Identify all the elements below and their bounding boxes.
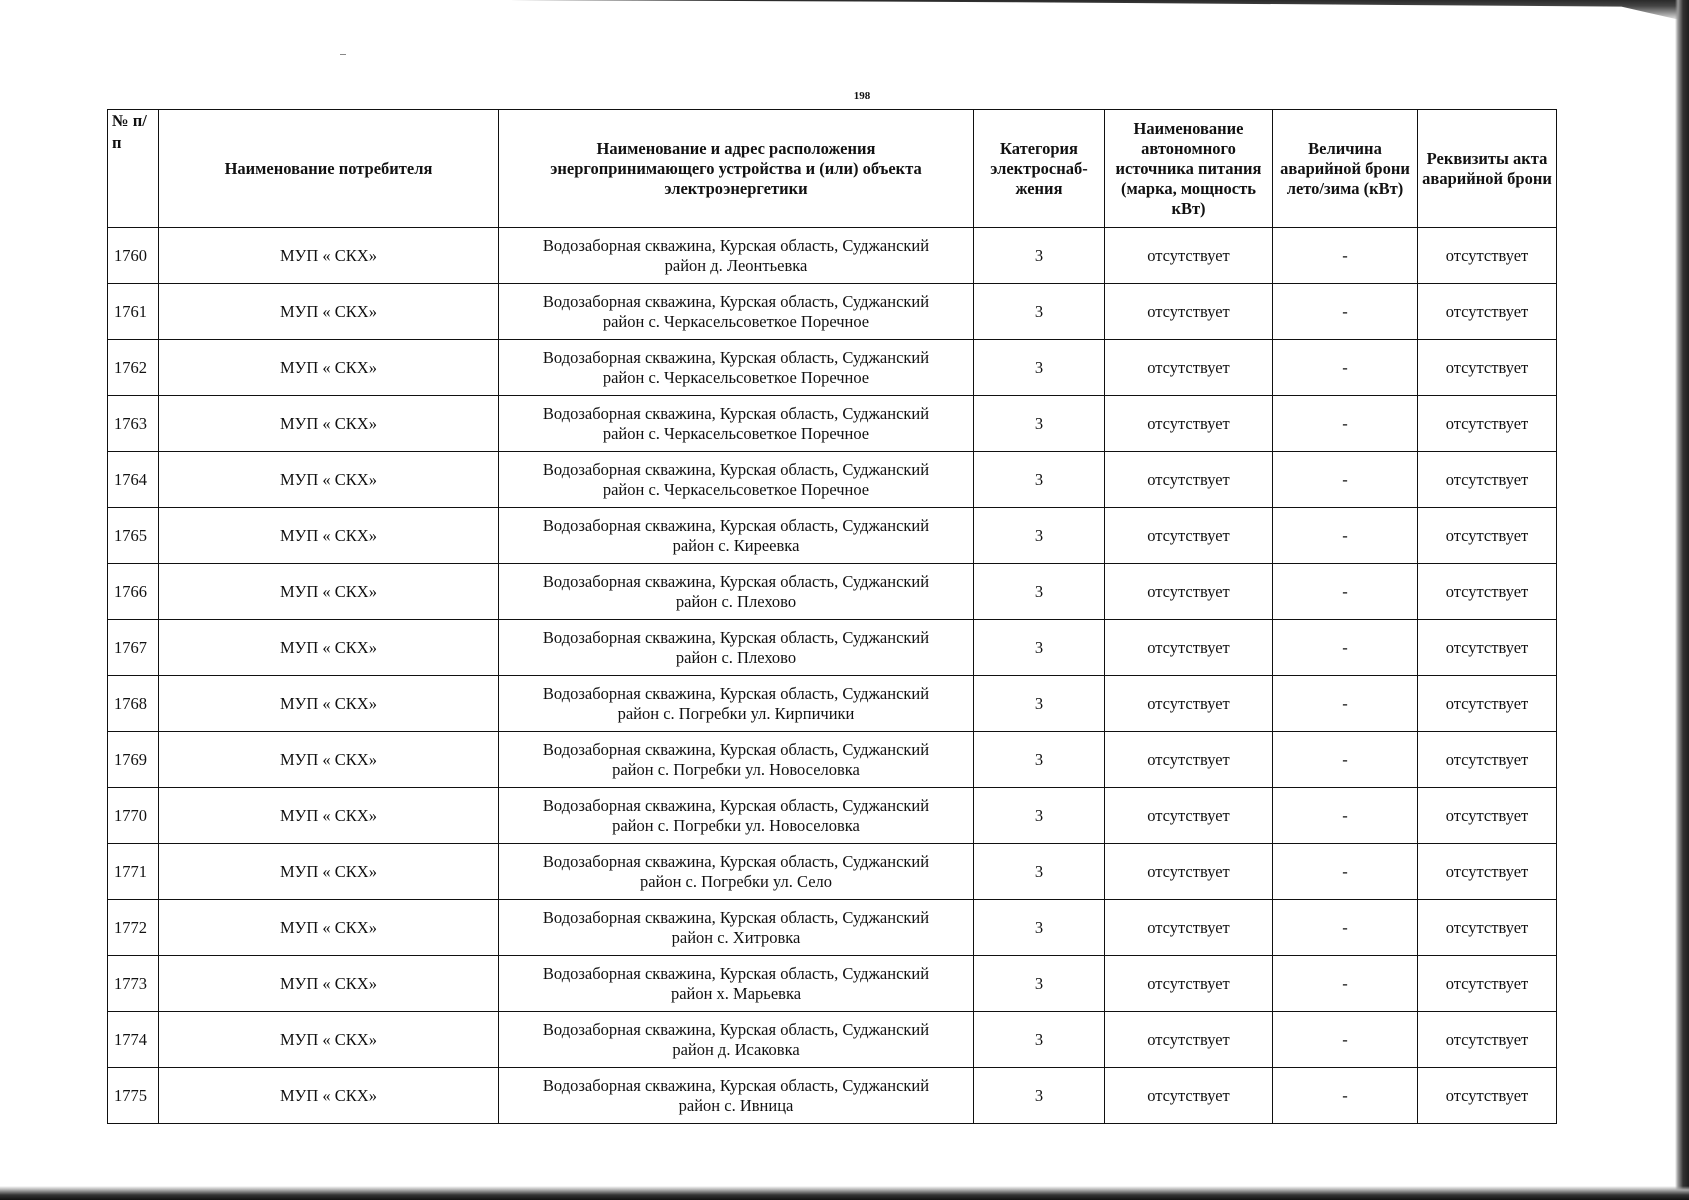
- cell-source: отсутствует: [1105, 844, 1273, 900]
- scan-edge-right: [1675, 0, 1689, 1200]
- address-line-1: Водозаборная скважина, Курская область, Суджанский: [542, 1075, 930, 1095]
- cell-reserve: -: [1273, 1012, 1418, 1068]
- cell-category: 3: [974, 508, 1105, 564]
- scan-edge-top: [0, 0, 1689, 22]
- scan-speck: [340, 54, 346, 55]
- cell-address: [499, 508, 974, 564]
- cell-reserve: -: [1273, 284, 1418, 340]
- address-line-2: район с. Погребки ул. Новоселовка: [612, 759, 860, 779]
- address-line-2: район с. Черкасельсоветкое Поречное: [602, 311, 870, 331]
- address-line-1: Водозаборная скважина, Курская область, Суджанский: [542, 347, 930, 367]
- cell-act: отсутствует: [1418, 284, 1557, 340]
- address-line-1: Водозаборная скважина, Курская область, Суджанский: [542, 795, 930, 815]
- table-row: [108, 284, 1557, 340]
- cell-num: 1769: [108, 732, 159, 788]
- cell-act: отсутствует: [1418, 676, 1557, 732]
- cell-category: 3: [974, 396, 1105, 452]
- header-reserve: Величина аварийной брони лето/зима (кВт): [1273, 110, 1418, 228]
- header-source: Наименование автономного источника питания (марка, мощность кВт): [1105, 110, 1273, 228]
- cell-source: отсутствует: [1105, 452, 1273, 508]
- cell-category: 3: [974, 284, 1105, 340]
- cell-source: отсутствует: [1105, 1012, 1273, 1068]
- cell-reserve: -: [1273, 956, 1418, 1012]
- cell-category: 3: [974, 676, 1105, 732]
- cell-source: отсутствует: [1105, 900, 1273, 956]
- address-line-2: район с. Черкасельсоветкое Поречное: [602, 367, 870, 387]
- cell-category: 3: [974, 1012, 1105, 1068]
- cell-address: [499, 340, 974, 396]
- table-row: [108, 452, 1557, 508]
- cell-num: 1774: [108, 1012, 159, 1068]
- cell-reserve: -: [1273, 732, 1418, 788]
- cell-consumer: МУП « СКХ»: [159, 564, 499, 620]
- cell-reserve: -: [1273, 620, 1418, 676]
- cell-num: 1762: [108, 340, 159, 396]
- address-line-2: район с. Хитровка: [671, 927, 801, 947]
- header-act: Реквизиты акта аварийной брони: [1418, 110, 1557, 228]
- address-line-1: Водозаборная скважина, Курская область, Суджанский: [542, 291, 930, 311]
- table-row: [108, 620, 1557, 676]
- cell-category: 3: [974, 340, 1105, 396]
- cell-num: 1773: [108, 956, 159, 1012]
- cell-category: 3: [974, 1068, 1105, 1124]
- cell-num: 1772: [108, 900, 159, 956]
- page-number: 198: [853, 90, 871, 102]
- address-line-2: район с. Черкасельсоветкое Поречное: [602, 479, 870, 499]
- cell-address: [499, 788, 974, 844]
- cell-consumer: МУП « СКХ»: [159, 732, 499, 788]
- address-line-1: Водозаборная скважина, Курская область, Суджанский: [542, 235, 930, 255]
- cell-address: [499, 956, 974, 1012]
- cell-address: [499, 1068, 974, 1124]
- cell-source: отсутствует: [1105, 620, 1273, 676]
- header-consumer: Наименование потребителя: [159, 110, 499, 228]
- cell-category: 3: [974, 452, 1105, 508]
- cell-num: 1775: [108, 1068, 159, 1124]
- header-address: Наименование и адрес расположения энергопринимающего устройства и (или) объекта электроэнергетики: [499, 110, 974, 228]
- cell-address: [499, 452, 974, 508]
- cell-act: отсутствует: [1418, 620, 1557, 676]
- cell-num: 1764: [108, 452, 159, 508]
- cell-consumer: МУП « СКХ»: [159, 1068, 499, 1124]
- address-line-2: район с. Киреевка: [672, 535, 800, 555]
- cell-category: 3: [974, 564, 1105, 620]
- table-row: [108, 732, 1557, 788]
- header-num: № п/п: [108, 110, 159, 228]
- cell-source: отсутствует: [1105, 340, 1273, 396]
- cell-reserve: -: [1273, 508, 1418, 564]
- cell-reserve: -: [1273, 228, 1418, 284]
- cell-act: отсутствует: [1418, 956, 1557, 1012]
- cell-source: отсутствует: [1105, 1068, 1273, 1124]
- cell-consumer: МУП « СКХ»: [159, 900, 499, 956]
- cell-category: 3: [974, 788, 1105, 844]
- cell-num: 1761: [108, 284, 159, 340]
- address-line-2: район с. Черкасельсоветкое Поречное: [602, 423, 870, 443]
- cell-consumer: МУП « СКХ»: [159, 788, 499, 844]
- table-row: [108, 508, 1557, 564]
- cell-act: отсутствует: [1418, 340, 1557, 396]
- cell-address: [499, 396, 974, 452]
- cell-consumer: МУП « СКХ»: [159, 452, 499, 508]
- cell-num: 1763: [108, 396, 159, 452]
- cell-num: 1766: [108, 564, 159, 620]
- cell-consumer: МУП « СКХ»: [159, 676, 499, 732]
- cell-address: [499, 844, 974, 900]
- cell-act: отсутствует: [1418, 564, 1557, 620]
- cell-consumer: МУП « СКХ»: [159, 340, 499, 396]
- cell-consumer: МУП « СКХ»: [159, 508, 499, 564]
- address-line-2: район с. Плехово: [675, 591, 797, 611]
- scan-edge-bottom: [0, 1186, 1689, 1200]
- cell-act: отсутствует: [1418, 788, 1557, 844]
- table-row: [108, 676, 1557, 732]
- table-row: [108, 1068, 1557, 1124]
- cell-act: отсутствует: [1418, 900, 1557, 956]
- table-row: [108, 340, 1557, 396]
- cell-address: [499, 900, 974, 956]
- cell-source: отсутствует: [1105, 508, 1273, 564]
- table-row: [108, 900, 1557, 956]
- cell-source: отсутствует: [1105, 956, 1273, 1012]
- cell-source: отсутствует: [1105, 676, 1273, 732]
- address-line-1: Водозаборная скважина, Курская область, Суджанский: [542, 739, 930, 759]
- table-row: [108, 788, 1557, 844]
- power-consumers-table: [107, 109, 1557, 1124]
- cell-consumer: МУП « СКХ»: [159, 1012, 499, 1068]
- cell-act: отсутствует: [1418, 844, 1557, 900]
- address-line-1: Водозаборная скважина, Курская область, Суджанский: [542, 963, 930, 983]
- table-row: [108, 956, 1557, 1012]
- cell-act: отсутствует: [1418, 1068, 1557, 1124]
- cell-num: 1765: [108, 508, 159, 564]
- cell-source: отсутствует: [1105, 564, 1273, 620]
- address-line-1: Водозаборная скважина, Курская область, Суджанский: [542, 851, 930, 871]
- cell-address: [499, 228, 974, 284]
- address-line-1: Водозаборная скважина, Курская область, Суджанский: [542, 403, 930, 423]
- cell-address: [499, 620, 974, 676]
- address-line-2: район с. Погребки ул. Село: [639, 871, 833, 891]
- cell-address: [499, 676, 974, 732]
- cell-category: 3: [974, 900, 1105, 956]
- header-category: Категория электроснаб-жения: [974, 110, 1105, 228]
- address-line-2: район с. Погребки ул. Кирпичики: [617, 703, 855, 723]
- address-line-2: район с. Плехово: [675, 647, 797, 667]
- address-line-1: Водозаборная скважина, Курская область, Суджанский: [542, 459, 930, 479]
- cell-address: [499, 732, 974, 788]
- cell-num: 1771: [108, 844, 159, 900]
- address-line-2: район д. Исаковка: [672, 1039, 800, 1059]
- cell-source: отсутствует: [1105, 732, 1273, 788]
- cell-address: [499, 564, 974, 620]
- table-row: [108, 396, 1557, 452]
- address-line-1: Водозаборная скважина, Курская область, Суджанский: [542, 907, 930, 927]
- cell-reserve: -: [1273, 340, 1418, 396]
- cell-address: [499, 284, 974, 340]
- address-line-1: Водозаборная скважина, Курская область, Суджанский: [542, 1019, 930, 1039]
- cell-act: отсутствует: [1418, 228, 1557, 284]
- cell-address: [499, 1012, 974, 1068]
- cell-reserve: -: [1273, 452, 1418, 508]
- cell-act: отсутствует: [1418, 508, 1557, 564]
- cell-reserve: -: [1273, 564, 1418, 620]
- cell-category: 3: [974, 620, 1105, 676]
- table-header-row: [108, 110, 1557, 228]
- cell-num: 1760: [108, 228, 159, 284]
- cell-num: 1767: [108, 620, 159, 676]
- address-line-2: район х. Марьевка: [670, 983, 802, 1003]
- table-row: [108, 564, 1557, 620]
- cell-consumer: МУП « СКХ»: [159, 956, 499, 1012]
- cell-act: отсутствует: [1418, 1012, 1557, 1068]
- table-row: [108, 844, 1557, 900]
- cell-category: 3: [974, 956, 1105, 1012]
- cell-category: 3: [974, 844, 1105, 900]
- cell-consumer: МУП « СКХ»: [159, 620, 499, 676]
- cell-consumer: МУП « СКХ»: [159, 396, 499, 452]
- cell-consumer: МУП « СКХ»: [159, 228, 499, 284]
- cell-act: отсутствует: [1418, 452, 1557, 508]
- address-line-1: Водозаборная скважина, Курская область, Суджанский: [542, 627, 930, 647]
- table-row: [108, 1012, 1557, 1068]
- cell-num: 1770: [108, 788, 159, 844]
- cell-act: отсутствует: [1418, 732, 1557, 788]
- address-line-2: район д. Леонтьевка: [664, 255, 808, 275]
- cell-consumer: МУП « СКХ»: [159, 284, 499, 340]
- address-line-1: Водозаборная скважина, Курская область, Суджанский: [542, 571, 930, 591]
- cell-reserve: -: [1273, 396, 1418, 452]
- cell-reserve: -: [1273, 788, 1418, 844]
- cell-reserve: -: [1273, 900, 1418, 956]
- cell-category: 3: [974, 228, 1105, 284]
- cell-reserve: -: [1273, 676, 1418, 732]
- cell-act: отсутствует: [1418, 396, 1557, 452]
- address-line-1: Водозаборная скважина, Курская область, Суджанский: [542, 683, 930, 703]
- cell-consumer: МУП « СКХ»: [159, 844, 499, 900]
- cell-source: отсутствует: [1105, 396, 1273, 452]
- cell-reserve: -: [1273, 1068, 1418, 1124]
- cell-source: отсутствует: [1105, 284, 1273, 340]
- cell-source: отсутствует: [1105, 788, 1273, 844]
- address-line-2: район с. Погребки ул. Новоселовка: [612, 815, 860, 835]
- cell-category: 3: [974, 732, 1105, 788]
- address-line-1: Водозаборная скважина, Курская область, Суджанский: [542, 515, 930, 535]
- address-line-2: район с. Ивница: [678, 1095, 794, 1115]
- table-row: [108, 228, 1557, 284]
- cell-num: 1768: [108, 676, 159, 732]
- cell-reserve: -: [1273, 844, 1418, 900]
- cell-source: отсутствует: [1105, 228, 1273, 284]
